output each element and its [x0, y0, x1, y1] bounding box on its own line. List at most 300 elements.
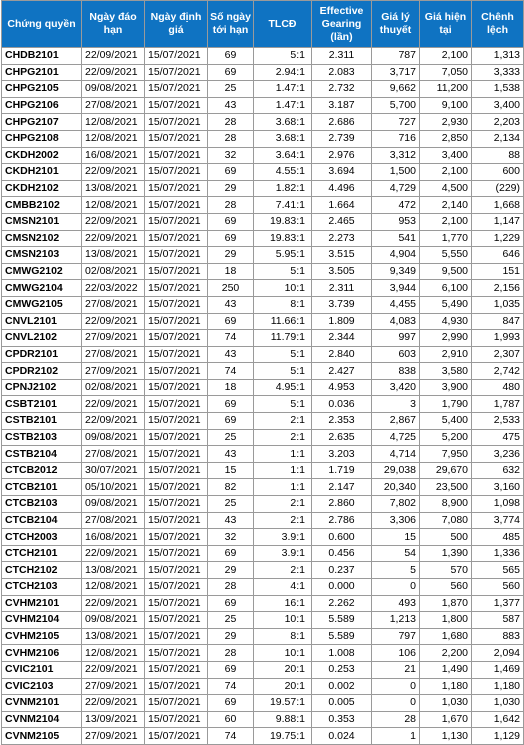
cell-valuation-date: 15/07/2021: [145, 413, 208, 430]
cell-valuation-date: 15/07/2021: [145, 296, 208, 313]
cell-theoretical-price: 603: [372, 346, 420, 363]
cell-days-to-maturity: 60: [208, 711, 254, 728]
cell-maturity-date: 22/09/2021: [82, 48, 145, 65]
cell-current-price: 1,870: [420, 595, 472, 612]
cell-warrant-code: CSBT2101: [2, 396, 82, 413]
cell-current-price: 5,550: [420, 247, 472, 264]
cell-days-to-maturity: 69: [208, 396, 254, 413]
table-row: [2, 695, 524, 712]
cell-maturity-date: 22/03/2022: [82, 280, 145, 297]
cell-warrant-code: CPDR2102: [2, 363, 82, 380]
cell-maturity-date: 27/09/2021: [82, 330, 145, 347]
cell-current-price: 3,400: [420, 147, 472, 164]
cell-current-price: 1,030: [420, 695, 472, 712]
cell-days-to-maturity: 28: [208, 114, 254, 131]
cell-effective-gearing: 1.664: [312, 197, 372, 214]
cell-current-price: 4,500: [420, 180, 472, 197]
cell-conversion-ratio: 1.47:1: [254, 97, 312, 114]
cell-maturity-date: 27/08/2021: [82, 97, 145, 114]
cell-warrant-code: CPNJ2102: [2, 379, 82, 396]
cell-valuation-date: 15/07/2021: [145, 180, 208, 197]
cell-effective-gearing: 0.036: [312, 396, 372, 413]
cell-theoretical-price: 3,420: [372, 379, 420, 396]
cell-days-to-maturity: 43: [208, 346, 254, 363]
cell-current-price: 7,950: [420, 446, 472, 463]
cell-days-to-maturity: 69: [208, 695, 254, 712]
cell-conversion-ratio: 7.41:1: [254, 197, 312, 214]
cell-difference: 475: [472, 429, 524, 446]
cell-maturity-date: 09/08/2021: [82, 496, 145, 513]
cell-effective-gearing: 3.694: [312, 164, 372, 181]
cell-theoretical-price: 15: [372, 529, 420, 546]
cell-valuation-date: 15/07/2021: [145, 645, 208, 662]
cell-difference: 2,134: [472, 130, 524, 147]
table-row: [2, 429, 524, 446]
cell-effective-gearing: 2.262: [312, 595, 372, 612]
cell-maturity-date: 13/08/2021: [82, 247, 145, 264]
cell-difference: 1,538: [472, 81, 524, 98]
cell-valuation-date: 15/07/2021: [145, 678, 208, 695]
cell-difference: 480: [472, 379, 524, 396]
cell-maturity-date: 12/08/2021: [82, 114, 145, 131]
cell-current-price: 1,130: [420, 728, 472, 745]
cell-current-price: 8,900: [420, 496, 472, 513]
cell-effective-gearing: 2.311: [312, 280, 372, 297]
cell-maturity-date: 02/08/2021: [82, 379, 145, 396]
cell-conversion-ratio: 2.94:1: [254, 64, 312, 81]
cell-valuation-date: 15/07/2021: [145, 379, 208, 396]
cell-theoretical-price: 21: [372, 661, 420, 678]
cell-valuation-date: 15/07/2021: [145, 429, 208, 446]
cell-difference: 3,400: [472, 97, 524, 114]
cell-days-to-maturity: 69: [208, 595, 254, 612]
cell-maturity-date: 27/09/2021: [82, 363, 145, 380]
cell-valuation-date: 15/07/2021: [145, 529, 208, 546]
cell-days-to-maturity: 69: [208, 230, 254, 247]
table-row: [2, 97, 524, 114]
cell-current-price: 3,900: [420, 379, 472, 396]
cell-conversion-ratio: 10:1: [254, 612, 312, 629]
cell-effective-gearing: 3.739: [312, 296, 372, 313]
cell-difference: 1,469: [472, 661, 524, 678]
cell-theoretical-price: 3: [372, 396, 420, 413]
cell-maturity-date: 22/09/2021: [82, 230, 145, 247]
table-row: [2, 81, 524, 98]
cell-maturity-date: 27/08/2021: [82, 512, 145, 529]
cell-valuation-date: 15/07/2021: [145, 512, 208, 529]
cell-conversion-ratio: 3.68:1: [254, 130, 312, 147]
cell-conversion-ratio: 11.79:1: [254, 330, 312, 347]
cell-conversion-ratio: 1:1: [254, 462, 312, 479]
table-row: [2, 296, 524, 313]
cell-effective-gearing: 4.496: [312, 180, 372, 197]
cell-warrant-code: CMSN2102: [2, 230, 82, 247]
cell-effective-gearing: 3.505: [312, 263, 372, 280]
table-row: [2, 529, 524, 546]
cell-maturity-date: 12/08/2021: [82, 645, 145, 662]
cell-valuation-date: 15/07/2021: [145, 346, 208, 363]
cell-warrant-code: CHDB2101: [2, 48, 82, 65]
table-row: [2, 512, 524, 529]
col-header-difference: Chênh lệch: [472, 1, 524, 48]
cell-effective-gearing: 2.732: [312, 81, 372, 98]
cell-days-to-maturity: 29: [208, 562, 254, 579]
cell-theoretical-price: 9,662: [372, 81, 420, 98]
cell-maturity-date: 09/08/2021: [82, 429, 145, 446]
cell-current-price: 500: [420, 529, 472, 546]
cell-maturity-date: 22/09/2021: [82, 695, 145, 712]
cell-conversion-ratio: 5:1: [254, 263, 312, 280]
cell-valuation-date: 15/07/2021: [145, 595, 208, 612]
table-row: [2, 462, 524, 479]
cell-conversion-ratio: 3.9:1: [254, 529, 312, 546]
cell-difference: 2,307: [472, 346, 524, 363]
cell-difference: 1,336: [472, 545, 524, 562]
col-header-theoretical-price: Giá lý thuyết: [372, 1, 420, 48]
cell-warrant-code: CHPG2101: [2, 64, 82, 81]
cell-warrant-code: CSTB2103: [2, 429, 82, 446]
cell-difference: 587: [472, 612, 524, 629]
cell-conversion-ratio: 2:1: [254, 429, 312, 446]
table-row: [2, 147, 524, 164]
cell-warrant-code: CHPG2107: [2, 114, 82, 131]
cell-effective-gearing: 2.273: [312, 230, 372, 247]
cell-maturity-date: 02/08/2021: [82, 263, 145, 280]
cell-maturity-date: 22/09/2021: [82, 595, 145, 612]
table-row: [2, 247, 524, 264]
cell-conversion-ratio: 3.64:1: [254, 147, 312, 164]
cell-maturity-date: 22/09/2021: [82, 413, 145, 430]
cell-valuation-date: 15/07/2021: [145, 612, 208, 629]
table-row: [2, 197, 524, 214]
cell-maturity-date: 12/08/2021: [82, 197, 145, 214]
cell-warrant-code: CVNM2101: [2, 695, 82, 712]
cell-valuation-date: 15/07/2021: [145, 562, 208, 579]
cell-current-price: 3,580: [420, 363, 472, 380]
cell-current-price: 1,680: [420, 628, 472, 645]
cell-warrant-code: CKDH2101: [2, 164, 82, 181]
table-row: [2, 114, 524, 131]
cell-effective-gearing: 5.589: [312, 612, 372, 629]
cell-difference: 632: [472, 462, 524, 479]
cell-effective-gearing: 2.840: [312, 346, 372, 363]
cell-current-price: 4,930: [420, 313, 472, 330]
cell-warrant-code: CTCH2003: [2, 529, 82, 546]
table-row: [2, 164, 524, 181]
cell-effective-gearing: 2.465: [312, 213, 372, 230]
cell-days-to-maturity: 74: [208, 728, 254, 745]
cell-days-to-maturity: 28: [208, 197, 254, 214]
cell-current-price: 5,490: [420, 296, 472, 313]
cell-conversion-ratio: 10:1: [254, 280, 312, 297]
cell-days-to-maturity: 15: [208, 462, 254, 479]
cell-maturity-date: 27/09/2021: [82, 728, 145, 745]
cell-theoretical-price: 9,349: [372, 263, 420, 280]
table-row: [2, 330, 524, 347]
cell-days-to-maturity: 82: [208, 479, 254, 496]
cell-difference: 1,642: [472, 711, 524, 728]
cell-theoretical-price: 727: [372, 114, 420, 131]
cell-theoretical-price: 797: [372, 628, 420, 645]
cell-maturity-date: 09/08/2021: [82, 81, 145, 98]
cell-warrant-code: CVIC2101: [2, 661, 82, 678]
cell-effective-gearing: 2.311: [312, 48, 372, 65]
cell-warrant-code: CMBB2102: [2, 197, 82, 214]
warrant-table: [1, 0, 524, 745]
cell-conversion-ratio: 3.68:1: [254, 114, 312, 131]
cell-theoretical-price: 4,455: [372, 296, 420, 313]
cell-valuation-date: 15/07/2021: [145, 479, 208, 496]
table-row: [2, 280, 524, 297]
cell-maturity-date: 27/08/2021: [82, 296, 145, 313]
cell-warrant-code: CMSN2101: [2, 213, 82, 230]
table-row: [2, 313, 524, 330]
table-row: [2, 180, 524, 197]
cell-valuation-date: 15/07/2021: [145, 263, 208, 280]
cell-warrant-code: CMSN2103: [2, 247, 82, 264]
cell-effective-gearing: 2.686: [312, 114, 372, 131]
table-row: [2, 661, 524, 678]
cell-difference: 1,147: [472, 213, 524, 230]
cell-current-price: 570: [420, 562, 472, 579]
cell-theoretical-price: 953: [372, 213, 420, 230]
cell-valuation-date: 15/07/2021: [145, 97, 208, 114]
cell-valuation-date: 15/07/2021: [145, 363, 208, 380]
cell-days-to-maturity: 43: [208, 296, 254, 313]
cell-difference: (229): [472, 180, 524, 197]
cell-conversion-ratio: 1.47:1: [254, 81, 312, 98]
cell-theoretical-price: 716: [372, 130, 420, 147]
cell-days-to-maturity: 43: [208, 446, 254, 463]
cell-warrant-code: CTCH2101: [2, 545, 82, 562]
cell-effective-gearing: 3.203: [312, 446, 372, 463]
cell-warrant-code: CVHM2105: [2, 628, 82, 645]
cell-conversion-ratio: 5:1: [254, 363, 312, 380]
cell-days-to-maturity: 69: [208, 48, 254, 65]
cell-warrant-code: CKDH2002: [2, 147, 82, 164]
table-row: [2, 413, 524, 430]
col-header-days-to-maturity: Số ngày tới hạn: [208, 1, 254, 48]
table-row: [2, 379, 524, 396]
col-header-warrant: Chứng quyền: [2, 1, 82, 48]
cell-effective-gearing: 0.600: [312, 529, 372, 546]
cell-days-to-maturity: 32: [208, 529, 254, 546]
cell-theoretical-price: 4,083: [372, 313, 420, 330]
cell-conversion-ratio: 11.66:1: [254, 313, 312, 330]
cell-warrant-code: CVNM2104: [2, 711, 82, 728]
cell-current-price: 23,500: [420, 479, 472, 496]
table-row: [2, 479, 524, 496]
cell-theoretical-price: 20,340: [372, 479, 420, 496]
table-row: [2, 346, 524, 363]
cell-maturity-date: 13/08/2021: [82, 628, 145, 645]
cell-conversion-ratio: 9.88:1: [254, 711, 312, 728]
cell-days-to-maturity: 25: [208, 612, 254, 629]
cell-current-price: 7,050: [420, 64, 472, 81]
cell-current-price: 2,100: [420, 213, 472, 230]
cell-difference: 3,774: [472, 512, 524, 529]
cell-conversion-ratio: 4.55:1: [254, 164, 312, 181]
cell-theoretical-price: 1,213: [372, 612, 420, 629]
cell-effective-gearing: 0.002: [312, 678, 372, 695]
cell-effective-gearing: 2.147: [312, 479, 372, 496]
cell-difference: 847: [472, 313, 524, 330]
cell-conversion-ratio: 5:1: [254, 346, 312, 363]
cell-effective-gearing: 2.083: [312, 64, 372, 81]
cell-valuation-date: 15/07/2021: [145, 130, 208, 147]
cell-difference: 3,236: [472, 446, 524, 463]
cell-days-to-maturity: 29: [208, 180, 254, 197]
cell-warrant-code: CMWG2105: [2, 296, 82, 313]
cell-valuation-date: 15/07/2021: [145, 661, 208, 678]
cell-current-price: 1,490: [420, 661, 472, 678]
cell-theoretical-price: 997: [372, 330, 420, 347]
cell-theoretical-price: 28: [372, 711, 420, 728]
cell-current-price: 5,400: [420, 413, 472, 430]
cell-current-price: 9,100: [420, 97, 472, 114]
cell-current-price: 2,100: [420, 48, 472, 65]
cell-valuation-date: 15/07/2021: [145, 213, 208, 230]
cell-current-price: 9,500: [420, 263, 472, 280]
cell-maturity-date: 12/08/2021: [82, 130, 145, 147]
cell-current-price: 1,770: [420, 230, 472, 247]
table-row: [2, 645, 524, 662]
cell-difference: 1,098: [472, 496, 524, 513]
cell-days-to-maturity: 69: [208, 213, 254, 230]
cell-warrant-code: CSTB2104: [2, 446, 82, 463]
table-row: [2, 496, 524, 513]
cell-valuation-date: 15/07/2021: [145, 628, 208, 645]
cell-maturity-date: 05/10/2021: [82, 479, 145, 496]
col-header-effective-gearing: Effective Gearing (lần): [312, 1, 372, 48]
cell-days-to-maturity: 29: [208, 628, 254, 645]
cell-warrant-code: CTCB2103: [2, 496, 82, 513]
cell-effective-gearing: 3.187: [312, 97, 372, 114]
cell-current-price: 560: [420, 579, 472, 596]
cell-effective-gearing: 2.344: [312, 330, 372, 347]
cell-warrant-code: CTCB2104: [2, 512, 82, 529]
cell-warrant-code: CMWG2102: [2, 263, 82, 280]
cell-days-to-maturity: 18: [208, 379, 254, 396]
table-body: [2, 48, 524, 745]
table-row: [2, 446, 524, 463]
cell-valuation-date: 15/07/2021: [145, 695, 208, 712]
cell-valuation-date: 15/07/2021: [145, 728, 208, 745]
table-row: [2, 396, 524, 413]
cell-effective-gearing: 0.000: [312, 579, 372, 596]
cell-current-price: 2,930: [420, 114, 472, 131]
cell-warrant-code: CHPG2105: [2, 81, 82, 98]
cell-difference: 2,533: [472, 413, 524, 430]
cell-effective-gearing: 1.008: [312, 645, 372, 662]
cell-difference: 1,787: [472, 396, 524, 413]
cell-current-price: 2,100: [420, 164, 472, 181]
cell-effective-gearing: 0.024: [312, 728, 372, 745]
cell-conversion-ratio: 16:1: [254, 595, 312, 612]
cell-valuation-date: 15/07/2021: [145, 396, 208, 413]
cell-current-price: 5,200: [420, 429, 472, 446]
cell-maturity-date: 22/09/2021: [82, 313, 145, 330]
cell-maturity-date: 22/09/2021: [82, 213, 145, 230]
cell-effective-gearing: 4.953: [312, 379, 372, 396]
table-row: [2, 579, 524, 596]
cell-warrant-code: CVNM2105: [2, 728, 82, 745]
cell-valuation-date: 15/07/2021: [145, 462, 208, 479]
cell-valuation-date: 15/07/2021: [145, 64, 208, 81]
cell-conversion-ratio: 8:1: [254, 628, 312, 645]
cell-valuation-date: 15/07/2021: [145, 330, 208, 347]
cell-difference: 3,333: [472, 64, 524, 81]
cell-days-to-maturity: 28: [208, 579, 254, 596]
table-row: [2, 263, 524, 280]
cell-theoretical-price: 541: [372, 230, 420, 247]
cell-maturity-date: 27/08/2021: [82, 446, 145, 463]
table-row: [2, 64, 524, 81]
cell-valuation-date: 15/07/2021: [145, 579, 208, 596]
cell-effective-gearing: 2.860: [312, 496, 372, 513]
cell-maturity-date: 22/09/2021: [82, 661, 145, 678]
cell-difference: 646: [472, 247, 524, 264]
cell-conversion-ratio: 1:1: [254, 479, 312, 496]
cell-conversion-ratio: 10:1: [254, 645, 312, 662]
cell-days-to-maturity: 25: [208, 496, 254, 513]
cell-effective-gearing: 0.237: [312, 562, 372, 579]
cell-effective-gearing: 5.589: [312, 628, 372, 645]
cell-warrant-code: CTCB2012: [2, 462, 82, 479]
col-header-valuation-date: Ngày định giá: [145, 1, 208, 48]
cell-maturity-date: 30/07/2021: [82, 462, 145, 479]
cell-difference: 560: [472, 579, 524, 596]
cell-theoretical-price: 5,700: [372, 97, 420, 114]
cell-valuation-date: 15/07/2021: [145, 48, 208, 65]
cell-current-price: 1,670: [420, 711, 472, 728]
cell-conversion-ratio: 2:1: [254, 562, 312, 579]
cell-maturity-date: 22/09/2021: [82, 64, 145, 81]
cell-effective-gearing: 0.005: [312, 695, 372, 712]
cell-theoretical-price: 5: [372, 562, 420, 579]
cell-warrant-code: CKDH2102: [2, 180, 82, 197]
table-row: [2, 728, 524, 745]
cell-current-price: 2,910: [420, 346, 472, 363]
cell-effective-gearing: 2.786: [312, 512, 372, 529]
table-row: [2, 545, 524, 562]
cell-warrant-code: CPDR2101: [2, 346, 82, 363]
cell-current-price: 11,200: [420, 81, 472, 98]
cell-valuation-date: 15/07/2021: [145, 114, 208, 131]
cell-difference: 1,668: [472, 197, 524, 214]
cell-current-price: 1,390: [420, 545, 472, 562]
cell-theoretical-price: 2,867: [372, 413, 420, 430]
cell-conversion-ratio: 5.95:1: [254, 247, 312, 264]
table-header: [2, 1, 524, 48]
cell-effective-gearing: 2.353: [312, 413, 372, 430]
cell-maturity-date: 27/09/2021: [82, 678, 145, 695]
cell-days-to-maturity: 43: [208, 512, 254, 529]
cell-days-to-maturity: 32: [208, 147, 254, 164]
cell-maturity-date: 22/09/2021: [82, 164, 145, 181]
cell-effective-gearing: 0.353: [312, 711, 372, 728]
cell-theoretical-price: 4,904: [372, 247, 420, 264]
cell-theoretical-price: 472: [372, 197, 420, 214]
cell-valuation-date: 15/07/2021: [145, 147, 208, 164]
cell-theoretical-price: 54: [372, 545, 420, 562]
cell-current-price: 1,800: [420, 612, 472, 629]
cell-current-price: 1,180: [420, 678, 472, 695]
cell-theoretical-price: 787: [372, 48, 420, 65]
table-row: [2, 628, 524, 645]
cell-current-price: 6,100: [420, 280, 472, 297]
cell-conversion-ratio: 2:1: [254, 496, 312, 513]
